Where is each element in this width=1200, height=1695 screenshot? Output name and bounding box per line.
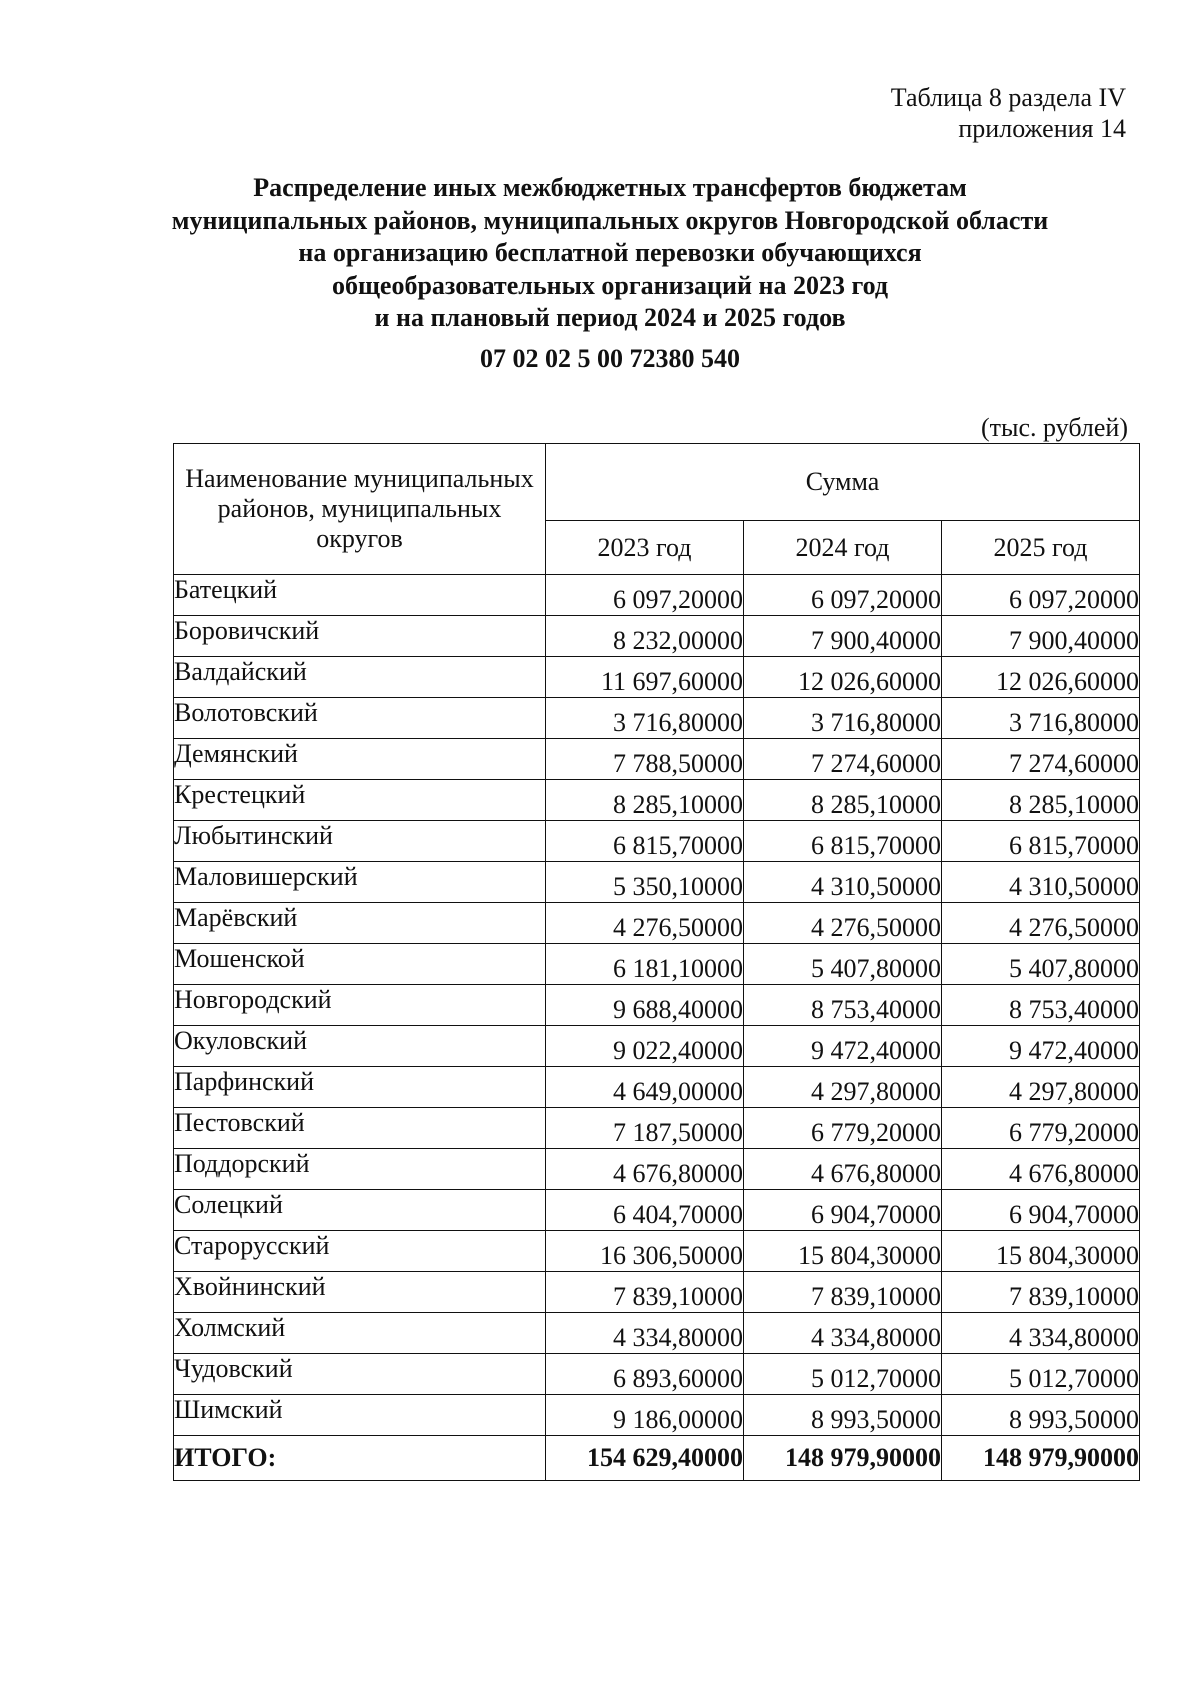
table-row	[174, 1231, 1140, 1272]
total-2024: 148 979,90000	[744, 1436, 942, 1481]
value-2023: 7 788,50000	[546, 739, 744, 780]
unit-label: (тыс. рублей)	[980, 413, 1128, 442]
value-2024: 6 904,70000	[744, 1190, 942, 1231]
table-row	[174, 1313, 1140, 1354]
table-row	[174, 1149, 1140, 1190]
value-2025: 9 472,40000	[942, 1026, 1140, 1067]
value-2025: 4 276,50000	[942, 903, 1140, 944]
table-row	[174, 1395, 1140, 1436]
table-row	[174, 1026, 1140, 1067]
value-2024: 4 276,50000	[744, 903, 942, 944]
header-year-2025: 2025 год	[942, 521, 1140, 575]
value-2024: 5 012,70000	[744, 1354, 942, 1395]
total-2023: 154 629,40000	[546, 1436, 744, 1481]
total-label: ИТОГО:	[174, 1436, 546, 1481]
value-2023: 11 697,60000	[546, 657, 744, 698]
value-2023: 6 181,10000	[546, 944, 744, 985]
table-body	[174, 575, 1140, 1481]
budget-classification-code: 07 02 02 5 00 72380 540	[480, 344, 740, 373]
district-name: Шимский	[174, 1395, 546, 1436]
value-2024: 15 804,30000	[744, 1231, 942, 1272]
title-line-3: на организацию бесплатной перевозки обучающихся	[298, 238, 922, 267]
table-row	[174, 616, 1140, 657]
value-2024: 6 815,70000	[744, 821, 942, 862]
value-2023: 9 022,40000	[546, 1026, 744, 1067]
value-2024: 4 334,80000	[744, 1313, 942, 1354]
value-2025: 7 839,10000	[942, 1272, 1140, 1313]
value-2023: 9 186,00000	[546, 1395, 744, 1436]
district-name: Солецкий	[174, 1190, 546, 1231]
value-2023: 8 232,00000	[546, 616, 744, 657]
value-2025: 8 993,50000	[942, 1395, 1140, 1436]
value-2024: 6 097,20000	[744, 575, 942, 616]
value-2023: 6 097,20000	[546, 575, 744, 616]
district-name: Старорусский	[174, 1231, 546, 1272]
value-2025: 4 334,80000	[942, 1313, 1140, 1354]
value-2025: 6 904,70000	[942, 1190, 1140, 1231]
table-row	[174, 1108, 1140, 1149]
table-row	[174, 698, 1140, 739]
value-2024: 8 285,10000	[744, 780, 942, 821]
table-row	[174, 657, 1140, 698]
value-2025: 12 026,60000	[942, 657, 1140, 698]
district-name: Маловишерский	[174, 862, 546, 903]
title-line-5: и на плановый период 2024 и 2025 годов	[374, 303, 846, 332]
district-name: Парфинский	[174, 1067, 546, 1108]
value-2025: 7 900,40000	[942, 616, 1140, 657]
value-2023: 5 350,10000	[546, 862, 744, 903]
value-2025: 8 753,40000	[942, 985, 1140, 1026]
table-reference	[891, 82, 1126, 144]
district-name: Боровичский	[174, 616, 546, 657]
value-2025: 6 097,20000	[942, 575, 1140, 616]
value-2024: 6 779,20000	[744, 1108, 942, 1149]
district-name: Новгородский	[174, 985, 546, 1026]
title-line-1: Распределение иных межбюджетных трансфертов бюджетам	[253, 173, 967, 202]
value-2023: 4 676,80000	[546, 1149, 744, 1190]
header-year-2023: 2023 год	[546, 521, 744, 575]
value-2025: 8 285,10000	[942, 780, 1140, 821]
value-2023: 9 688,40000	[546, 985, 744, 1026]
value-2024: 12 026,60000	[744, 657, 942, 698]
value-2024: 3 716,80000	[744, 698, 942, 739]
value-2024: 4 310,50000	[744, 862, 942, 903]
value-2024: 7 900,40000	[744, 616, 942, 657]
district-name: Чудовский	[174, 1354, 546, 1395]
table-row	[174, 985, 1140, 1026]
table-row	[174, 739, 1140, 780]
value-2024: 8 993,50000	[744, 1395, 942, 1436]
table-row	[174, 862, 1140, 903]
district-name: Волотовский	[174, 698, 546, 739]
table-row	[174, 944, 1140, 985]
value-2023: 4 649,00000	[546, 1067, 744, 1108]
value-2025: 3 716,80000	[942, 698, 1140, 739]
table-row	[174, 1272, 1140, 1313]
district-name: Валдайский	[174, 657, 546, 698]
table-row	[174, 575, 1140, 616]
reference-line-2: приложения 14	[958, 114, 1126, 143]
table-row	[174, 1354, 1140, 1395]
table-row	[174, 903, 1140, 944]
header-year-2024: 2024 год	[744, 521, 942, 575]
district-name: Хвойнинский	[174, 1272, 546, 1313]
value-2024: 7 839,10000	[744, 1272, 942, 1313]
value-2025: 4 310,50000	[942, 862, 1140, 903]
value-2025: 6 779,20000	[942, 1108, 1140, 1149]
value-2025: 7 274,60000	[942, 739, 1140, 780]
value-2025: 4 676,80000	[942, 1149, 1140, 1190]
district-name: Мошенской	[174, 944, 546, 985]
district-name: Любытинский	[174, 821, 546, 862]
district-name: Окуловский	[174, 1026, 546, 1067]
value-2025: 5 012,70000	[942, 1354, 1140, 1395]
value-2023: 8 285,10000	[546, 780, 744, 821]
table-row	[174, 821, 1140, 862]
value-2023: 3 716,80000	[546, 698, 744, 739]
table-row	[174, 1190, 1140, 1231]
district-name: Холмский	[174, 1313, 546, 1354]
value-2025: 5 407,80000	[942, 944, 1140, 985]
title-line-2: муниципальных районов, муниципальных округов Новгородской области	[171, 205, 1049, 235]
value-2023: 6 404,70000	[546, 1190, 744, 1231]
value-2023: 16 306,50000	[546, 1231, 744, 1272]
value-2024: 5 407,80000	[744, 944, 942, 985]
value-2024: 9 472,40000	[744, 1026, 942, 1067]
district-name: Марёвский	[174, 903, 546, 944]
value-2023: 6 815,70000	[546, 821, 744, 862]
total-row	[174, 1436, 1140, 1481]
district-name: Пестовский	[174, 1108, 546, 1149]
header-sum-column: Сумма	[546, 444, 1140, 521]
value-2023: 6 893,60000	[546, 1354, 744, 1395]
district-name: Поддорский	[174, 1149, 546, 1190]
document-title	[150, 172, 1070, 335]
value-2024: 8 753,40000	[744, 985, 942, 1026]
table-row	[174, 1067, 1140, 1108]
district-name: Демянский	[174, 739, 546, 780]
value-2024: 4 297,80000	[744, 1067, 942, 1108]
transfers-table	[173, 443, 1140, 1481]
value-2025: 15 804,30000	[942, 1231, 1140, 1272]
reference-line-1: Таблица 8 раздела IV	[890, 83, 1126, 112]
value-2023: 7 839,10000	[546, 1272, 744, 1313]
header-name-column: Наименование муниципальных районов, муниципальных округов	[174, 444, 546, 575]
table-row	[174, 780, 1140, 821]
value-2024: 7 274,60000	[744, 739, 942, 780]
title-line-4: общеобразовательных организаций на 2023 год	[331, 270, 889, 300]
district-name: Батецкий	[174, 575, 546, 616]
total-2025: 148 979,90000	[942, 1436, 1140, 1481]
value-2023: 7 187,50000	[546, 1108, 744, 1149]
value-2023: 4 276,50000	[546, 903, 744, 944]
value-2023: 4 334,80000	[546, 1313, 744, 1354]
value-2024: 4 676,80000	[744, 1149, 942, 1190]
value-2025: 4 297,80000	[942, 1067, 1140, 1108]
value-2025: 6 815,70000	[942, 821, 1140, 862]
district-name: Крестецкий	[174, 780, 546, 821]
